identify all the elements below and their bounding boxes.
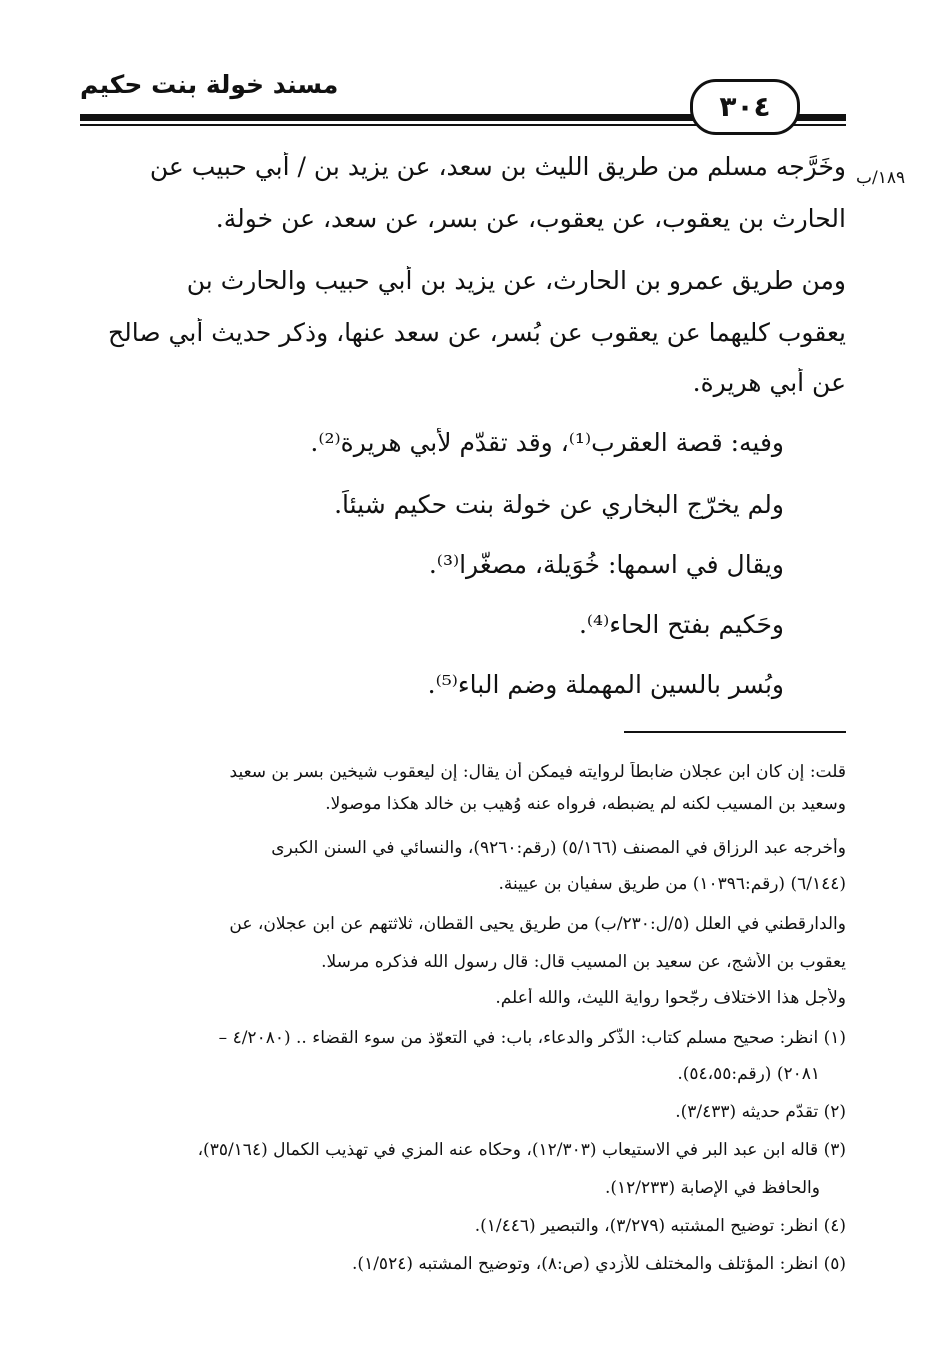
footnote-line: ٢٠٨١) (رقم:٥٤،٥٥).: [677, 1064, 820, 1084]
main-text-line: وفيه: قصة العقرب⁽¹⁾، وقد تقدّم لأبي هريرة⁽²⁾.: [310, 428, 784, 457]
footnote-line: (٤) انظر: توضيح المشتبه (٣/٢٧٩)، والتبصير (١/٤٤٦).: [474, 1216, 846, 1236]
main-text-line: وحَكيم بفتح الحاء⁽⁴⁾.: [578, 610, 784, 639]
footnote-line: (٢) تقدّم حديثه (٣/٤٣٣).: [675, 1102, 846, 1122]
footnote-line: (٦/١٤٤) (رقم:١٠٣٩٦) من طريق سفيان بن عيينة.: [498, 874, 846, 894]
running-title: مسند خولة بنت حكيم: [80, 70, 339, 99]
footnote-line: قلت: إن كان ابن عجلان ضابطاً لروايته فيمكن أن يقال: إن ليعقوب شيخين بسر بن سعيد: [229, 762, 846, 782]
main-text-line: ولم يخرّج البخاري عن خولة بنت حكيم شيئاً.: [334, 490, 784, 519]
footnote-line: ولأجل هذا الاختلاف رجّحوا رواية الليث، والله أعلم.: [495, 988, 846, 1008]
main-text-line: ومن طريق عمرو بن الحارث، عن يزيد بن أبي حبيب والحارث بن: [186, 266, 846, 295]
main-text-line: الحارث بن يعقوب، عن يعقوب، عن بسر، عن سعد، عن خولة.: [215, 204, 846, 233]
main-text-line: ويقال في اسمها: خُوَيلة، مصغّرا⁽³⁾.: [428, 550, 784, 579]
footnote-line: وسعيد بن المسيب لكنه لم يضبطه، فرواه عنه وُهيب بن خالد هكذا موصولا.: [325, 794, 846, 814]
main-text-line: وبُسر بالسين المهملة وضم الباء⁽⁵⁾.: [427, 670, 784, 699]
main-text-line: عن أبي هريرة.: [692, 368, 846, 397]
footnote-separator: [624, 731, 846, 733]
footnote-line: وأخرجه عبد الرزاق في المصنف (٥/١٦٦) (رقم:٩٢٦٠)، والنسائي في السنن الكبرى: [271, 838, 846, 858]
page-number: ٣٠٤: [690, 79, 800, 135]
footnote-line: يعقوب بن الأشج، عن سعيد بن المسيب قال: قال رسول الله فذكره مرسلا.: [321, 952, 846, 972]
main-text-line: وخَرَّجه مسلم من طريق الليث بن سعد، عن يزيد بن / أبي حبيب عن: [149, 152, 846, 181]
manuscript-folio-note: ١٨٩/ب: [856, 168, 906, 188]
footnote-line: (٣) قاله ابن عبد البر في الاستيعاب (١٢/٣٠٣)، وحكاه عنه المزي في تهذيب الكمال (٣٥/١٦٤)،: [197, 1140, 846, 1160]
footnote-line: (٥) انظر: المؤتلف والمختلف للأزدي (ص:٨)، وتوضيح المشتبه (١/٥٢٤).: [352, 1254, 846, 1274]
footnote-line: والحافظ في الإصابة (١٢/٢٣٣).: [605, 1178, 820, 1198]
main-text-line: يعقوب كليهما عن يعقوب عن بُسر، عن سعد عنها، وذكر حديث أبي صالح: [107, 318, 846, 347]
footnote-line: والدارقطني في العلل (٥/ل:٢٣٠/ب) من طريق يحيى القطان، ثلاثتهم عن ابن عجلان، عن: [229, 914, 846, 934]
footnote-line: (١) انظر: صحيح مسلم كتاب: الذّكر والدعاء، باب: في التعوّذ من سوء القضاء .. (٤/٢٠٨٠ –: [218, 1028, 846, 1048]
